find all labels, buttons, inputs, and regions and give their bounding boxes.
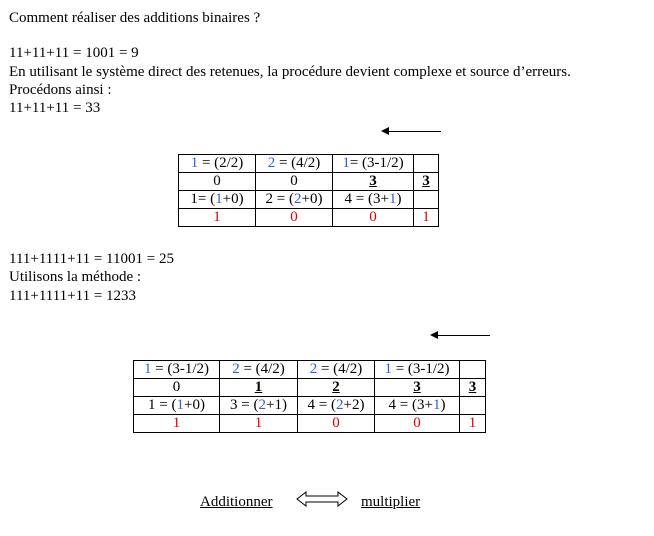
table-cell: 4 = (3+1) [333,191,414,209]
ex2-text: Utilisons la méthode : [9,269,142,285]
table-row [134,415,486,433]
table-row [179,155,439,173]
table-cell: 2 = (4/2) [256,155,333,173]
table-cell: 1 [134,415,220,433]
table-cell: 1= (1+0) [179,191,256,209]
table-cell [414,191,439,209]
table-cell: 4 = (2+2) [298,397,375,415]
table-cell: 2 = (4/2) [220,361,298,379]
table-cell: 0 [256,173,333,191]
table-cell: 0 [298,415,375,433]
table-cell: 1 = (3-1/2) [134,361,220,379]
ex1-table [178,154,439,227]
table-row [134,361,486,379]
ex1-equation: 11+11+11 = 1001 = 9 [9,45,139,61]
table-row [179,209,439,227]
page-title: Comment réaliser des additions binaires ? [9,10,261,26]
table-cell [460,397,486,415]
ex2-equation: 111+1111+11 = 11001 = 25 [9,251,174,267]
multiplier-label: multiplier [361,494,421,510]
table-cell: 0 [134,379,220,397]
table-cell: 0 [333,209,414,227]
table-cell: 1 = (1+0) [134,397,220,415]
table-row [134,379,486,397]
ex2-table [133,360,486,433]
left-arrow-icon [381,126,441,138]
table-cell: 3 [333,173,414,191]
table-cell: 3 [414,173,439,191]
table-cell: 3 [460,379,486,397]
ex1-text1: En utilisant le système direct des retenues, la procédure devient complexe et source d’erreurs. [9,64,571,80]
table-cell: 2 = (4/2) [298,361,375,379]
table-cell: 1 [460,415,486,433]
table-cell: 0 [256,209,333,227]
table-cell: 4 = (3+1) [375,397,460,415]
table-cell: 0 [375,415,460,433]
left-arrow-icon [430,330,490,342]
table-cell: 1 = (3-1/2) [375,361,460,379]
table-cell [414,155,439,173]
table-cell: 3 [375,379,460,397]
table-cell: 1 [220,415,298,433]
table-cell [460,361,486,379]
table-cell: 1 [414,209,439,227]
double-arrow-icon [296,491,348,507]
ex2-result: 111+1111+11 = 1233 [9,288,137,304]
table-cell: 0 [179,173,256,191]
table-cell: 1 [220,379,298,397]
table-cell: 1 [179,209,256,227]
ex1-text2: Procédons ainsi : [9,82,112,98]
table-cell: 2 [298,379,375,397]
table-row [134,397,486,415]
table-cell: 3 = (2+1) [220,397,298,415]
table-row [179,173,439,191]
table-cell: 1 = (2/2) [179,155,256,173]
table-row [179,191,439,209]
table-cell: 2 = (2+0) [256,191,333,209]
additionner-label: Additionner [200,494,273,510]
ex1-result: 11+11+11 = 33 [9,100,101,116]
table-cell: 1= (3-1/2) [333,155,414,173]
